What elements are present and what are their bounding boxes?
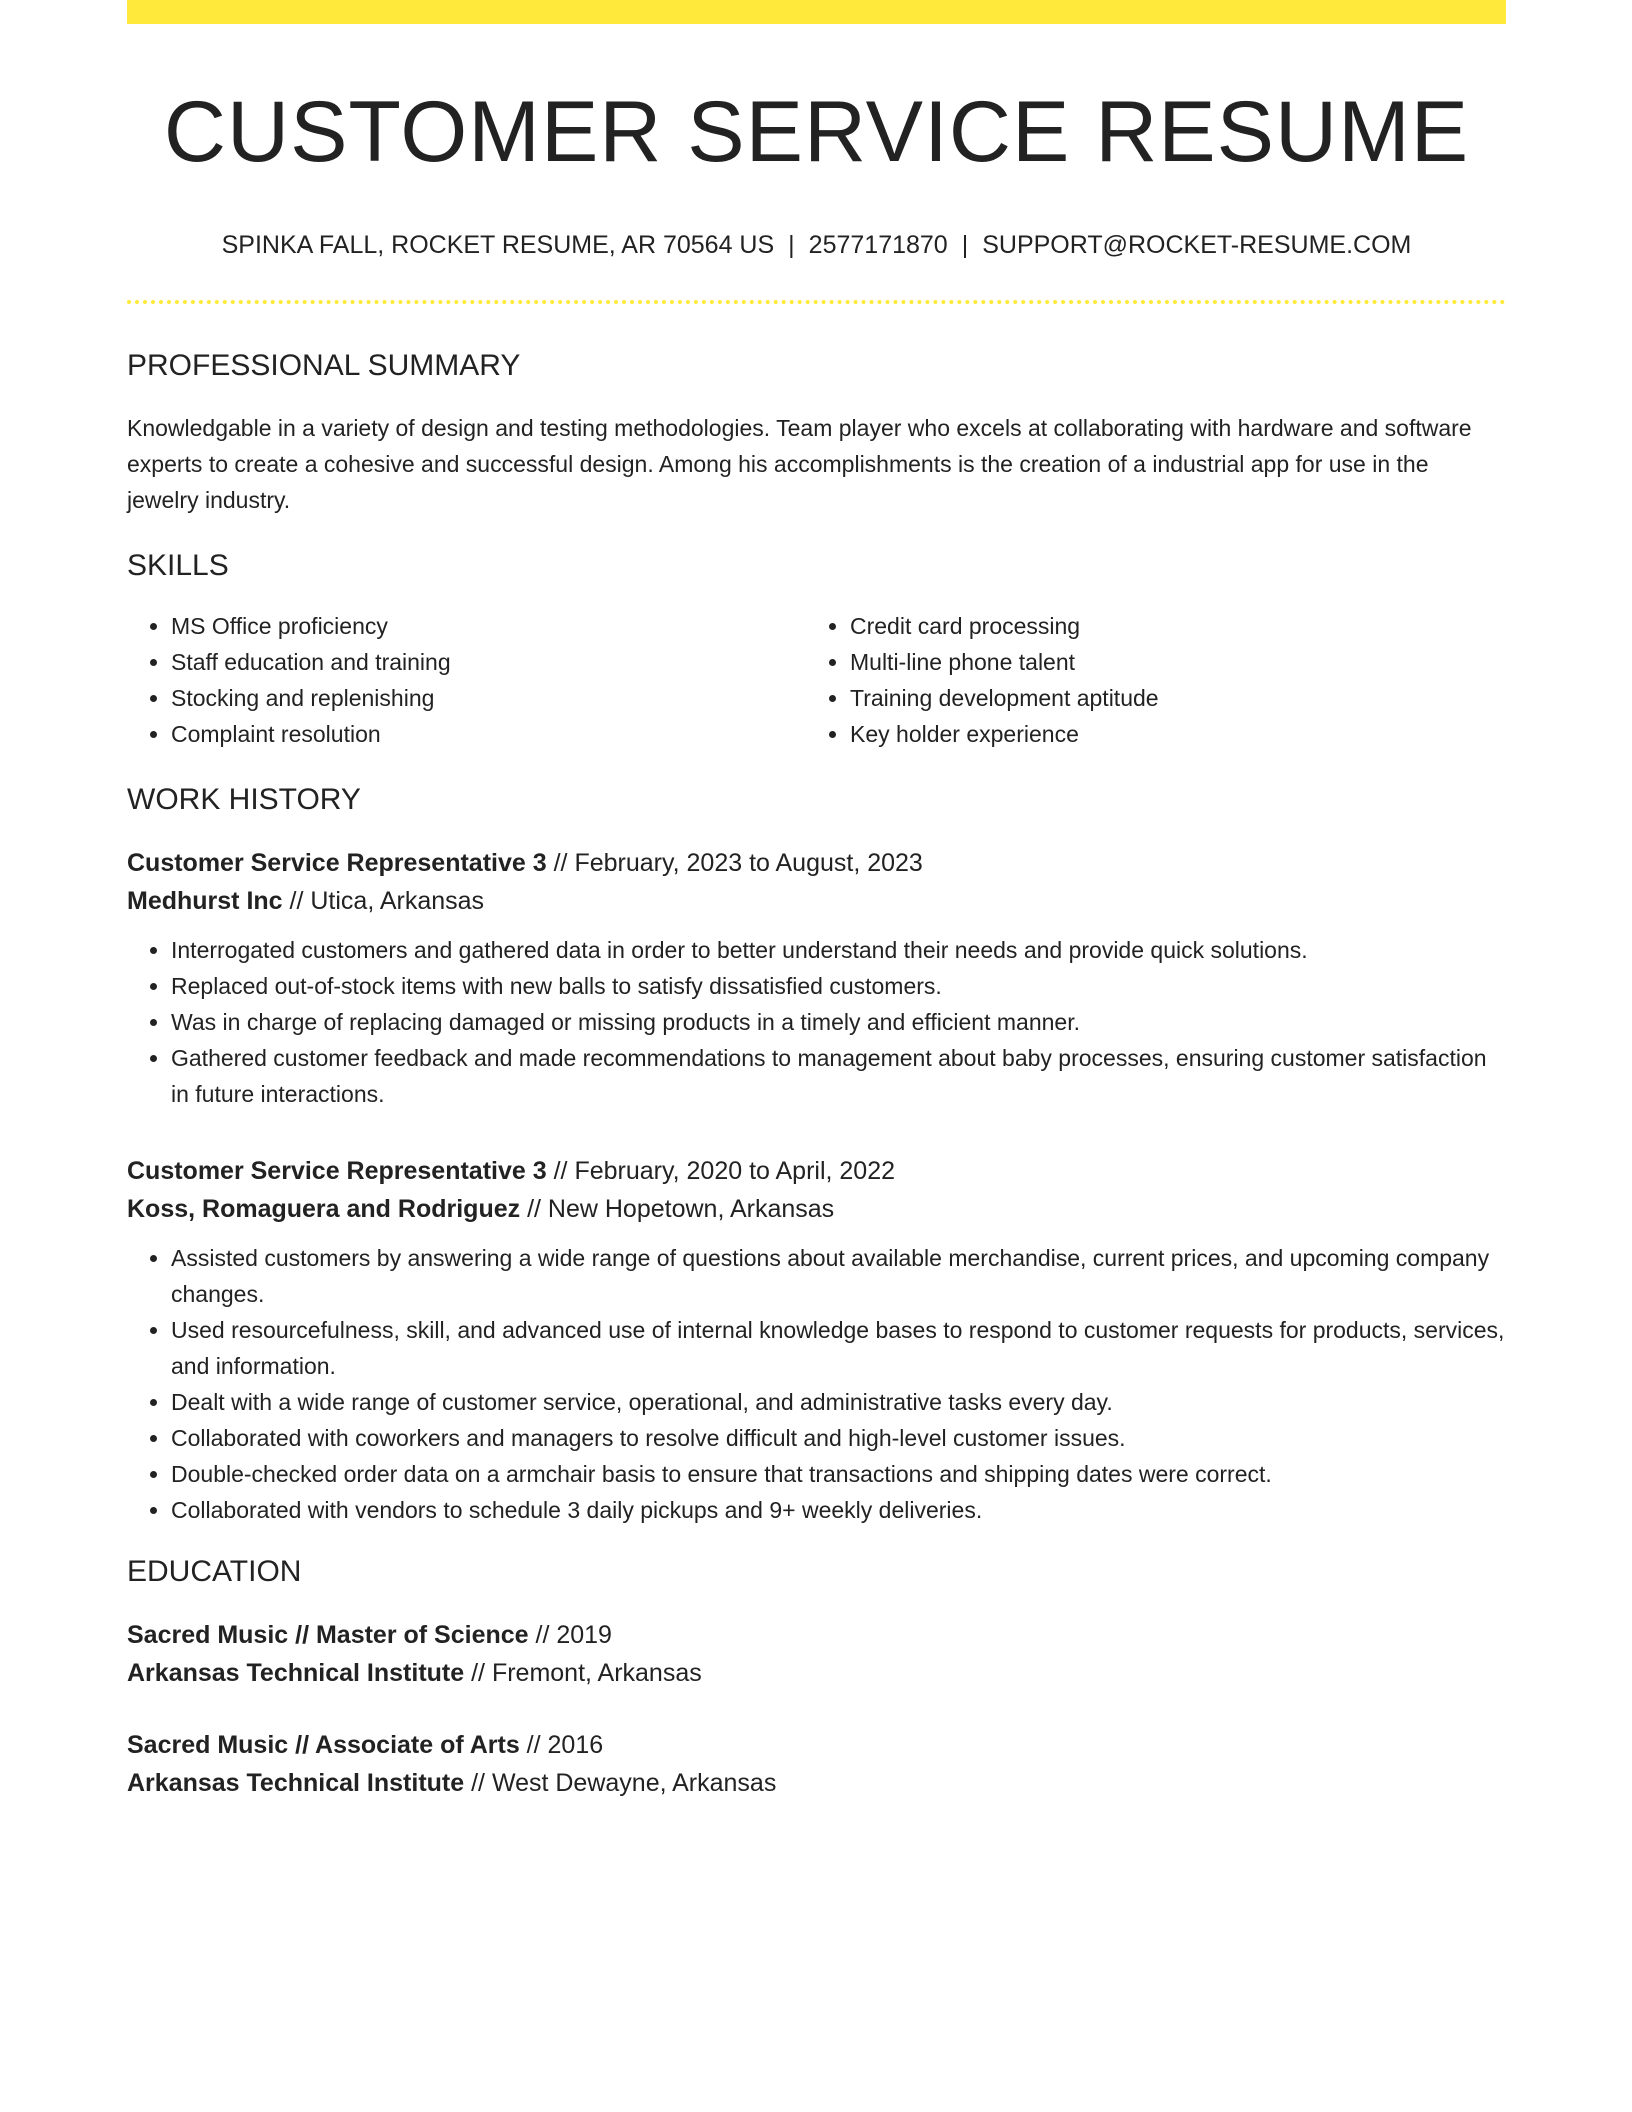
job-location: // New Hopetown, Arkansas bbox=[520, 1195, 835, 1223]
skill-item: • Staff education and training bbox=[171, 644, 806, 680]
education-school: Arkansas Technical Institute bbox=[127, 1769, 465, 1797]
summary-heading: PROFESSIONAL SUMMARY bbox=[127, 349, 521, 382]
job-company: Koss, Romaguera and Rodriguez bbox=[127, 1195, 521, 1223]
education-degree: Sacred Music // Master of Science bbox=[127, 1621, 529, 1649]
education-year: // 2016 bbox=[519, 1731, 604, 1759]
skill-item: • MS Office proficiency bbox=[171, 608, 806, 644]
education-school: Arkansas Technical Institute bbox=[127, 1659, 465, 1687]
job-bullet: • Gathered customer feedback and made recommendations to management about baby processes, ensuring customer satisfaction in future interactions. bbox=[171, 1040, 1506, 1112]
job-title-line bbox=[127, 1152, 1506, 1190]
education-degree-line bbox=[127, 1726, 1506, 1764]
education-heading: EDUCATION bbox=[127, 1555, 302, 1588]
summary-text: Knowledgable in a variety of design and testing methodologies. Team player who excels at collaborating with hardware and software experts to create a cohesive and successful design. Among his accomplishments is the creation of a industrial app for use in the jewelry industry. bbox=[127, 415, 1472, 513]
job-company-line bbox=[127, 1190, 1506, 1228]
education-degree: Sacred Music // Associate of Arts bbox=[127, 1731, 520, 1759]
skills-column-left bbox=[127, 608, 806, 752]
skills-list bbox=[127, 608, 1506, 752]
skill-item: • Credit card processing bbox=[850, 608, 1485, 644]
education-school-line bbox=[127, 1654, 1506, 1692]
job-bullet: • Double-checked order data on a armchair basis to ensure that transactions and shipping dates were correct. bbox=[171, 1456, 1506, 1492]
job-bullet: • Used resourcefulness, skill, and advanced use of internal knowledge bases to respond to customer requests for products, services, and information. bbox=[171, 1312, 1506, 1384]
resume-page bbox=[127, 0, 1506, 1802]
education-location: // Fremont, Arkansas bbox=[464, 1659, 702, 1687]
work-history-heading: WORK HISTORY bbox=[127, 783, 361, 816]
job-bullet: • Interrogated customers and gathered data in order to better understand their needs and provide quick solutions. bbox=[171, 932, 1506, 968]
job-bullet: • Collaborated with vendors to schedule 3 daily pickups and 9+ weekly deliveries. bbox=[171, 1492, 1506, 1528]
education-school-line bbox=[127, 1764, 1506, 1802]
job-location: // Utica, Arkansas bbox=[282, 887, 485, 915]
accent-top-bar bbox=[127, 0, 1506, 24]
contact-email: SUPPORT@ROCKET-RESUME.COM bbox=[982, 231, 1412, 259]
skills-column-right bbox=[806, 608, 1485, 752]
job-title: Customer Service Representative 3 bbox=[127, 1157, 547, 1185]
skill-item: • Stocking and replenishing bbox=[171, 680, 806, 716]
job-bullet: • Assisted customers by answering a wide range of questions about available merchandise, current prices, and upcoming company changes. bbox=[171, 1240, 1506, 1312]
job-bullet: • Collaborated with coworkers and managers to resolve difficult and high-level customer issues. bbox=[171, 1420, 1506, 1456]
contact-separator: | bbox=[961, 231, 969, 259]
job-company: Medhurst Inc bbox=[127, 887, 283, 915]
dotted-divider bbox=[127, 300, 1506, 304]
skills-heading: SKILLS bbox=[127, 549, 229, 582]
job-bullet: • Replaced out-of-stock items with new balls to satisfy dissatisfied customers. bbox=[171, 968, 1506, 1004]
job-bullet: • Dealt with a wide range of customer service, operational, and administrative tasks every day. bbox=[171, 1384, 1506, 1420]
contact-line bbox=[127, 230, 1506, 260]
job-dates: // February, 2020 to April, 2022 bbox=[546, 1157, 896, 1185]
education-year: // 2019 bbox=[528, 1621, 612, 1649]
job-title-line bbox=[127, 844, 1506, 882]
job-title: Customer Service Representative 3 bbox=[127, 849, 547, 877]
skill-item: • Key holder experience bbox=[850, 716, 1485, 752]
job-bullets bbox=[127, 1240, 1506, 1528]
job-bullet: • Was in charge of replacing damaged or missing products in a timely and efficient manner. bbox=[171, 1004, 1506, 1040]
education-degree-line bbox=[127, 1616, 1506, 1654]
job-company-line bbox=[127, 882, 1506, 920]
skill-item: • Training development aptitude bbox=[850, 680, 1485, 716]
skill-item: • Multi-line phone talent bbox=[850, 644, 1485, 680]
contact-phone: 2577171870 bbox=[808, 231, 948, 259]
contact-address: SPINKA FALL, ROCKET RESUME, AR 70564 US bbox=[221, 231, 775, 259]
resume-title: CUSTOMER SERVICE RESUME bbox=[163, 84, 1470, 180]
contact-separator: | bbox=[788, 231, 795, 259]
job-bullets bbox=[127, 932, 1506, 1112]
skill-item: • Complaint resolution bbox=[171, 716, 806, 752]
education-location: // West Dewayne, Arkansas bbox=[464, 1769, 777, 1797]
job-dates: // February, 2023 to August, 2023 bbox=[546, 849, 923, 877]
